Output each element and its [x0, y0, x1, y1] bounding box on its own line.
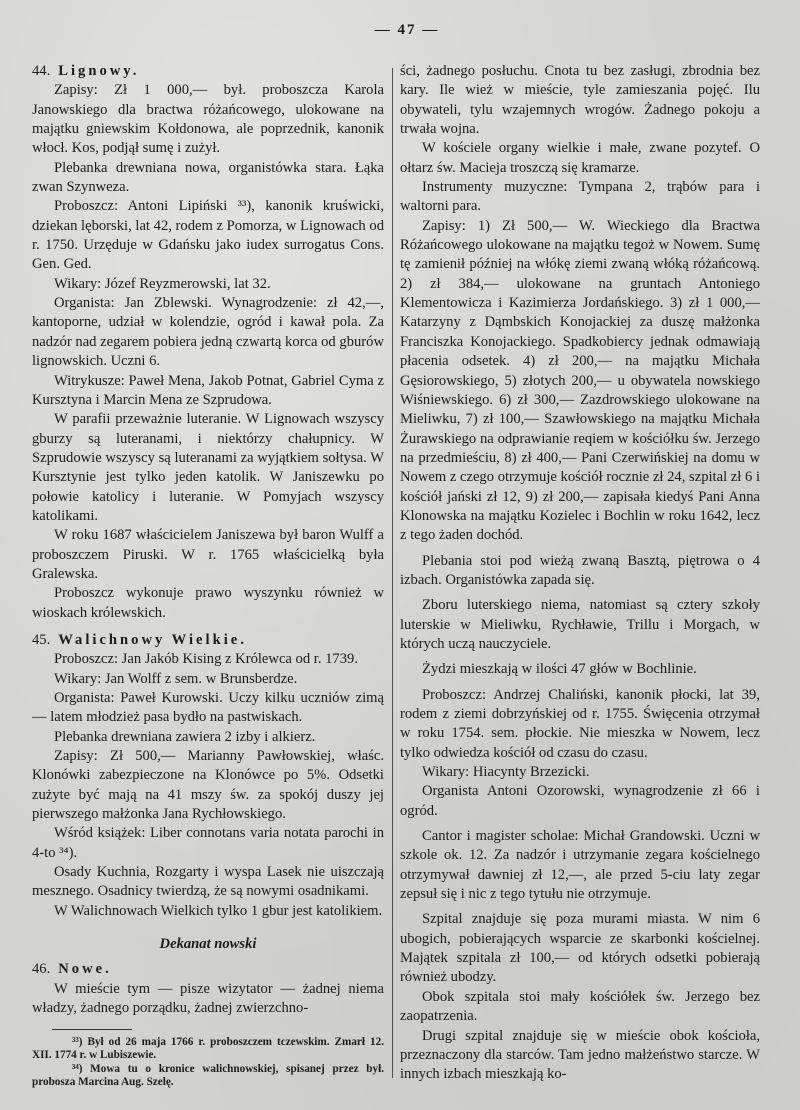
paragraph: Witrykusze: Paweł Mena, Jakob Potnat, Gabriel Cyma z Kursztyna i Marcin Mena ze Szprudowa. [32, 372, 384, 408]
paragraph: W parafii przeważnie luteranie. W Lignowach wszyscy gburzy są luteranami, i niektórzy chałupnicy. W Szprudowie wszyscy są luteranami za wyjątkiem sołtysa. W Kursztynie jest tylko jeden katolik. W Janiszewku po połowie katolicy i luteranie. W Pomyjach wszyscy katolikami. [32, 411, 384, 524]
section-heading-44 [32, 62, 384, 81]
footnote: ³³) Był od 26 maja 1766 r. proboszczem tczewskim. Zmarł 12. XII. 1774 r. w Lubiszewie. [32, 1035, 384, 1062]
paragraph: Drugi szpital znajduje się w mieście obok kościoła, przeznaczony dla starców. Tam jedno małżeństwo starcze. W innych izbach mieszkają ko- [400, 1027, 760, 1083]
paragraph: W mieście tym — pisze wizytator — żadnej niema władzy, żadnego porządku, żadnej zwierzchno- [32, 980, 384, 1017]
paragraph: Plebanka drewniana nowa, organistówka stara. Łąka zwan Szynweza. [32, 159, 384, 196]
section-title: Lignowy. [58, 63, 140, 79]
section-number: 46. [32, 961, 51, 978]
paragraph: Zapisy: Zł 1 000,— był. proboszcza Karola Janowskiego dla bractwa różańcowego, ulokowane na majątku gniewskim Kołdonowa, ale poprzednik, kanonik włocł. Kos, podjął sumę i zużył. [32, 82, 384, 157]
paragraph: W roku 1687 właścicielem Janiszewa był baron Wulff a proboszczem Piruski. W r. 1765 właścicielką była Gralewska. [32, 527, 384, 582]
page-number: — 47 — [374, 22, 440, 38]
paragraph: W Walichnowach Wielkich tylko 1 gbur jest katolikiem. [54, 902, 383, 919]
right-column [400, 62, 760, 1085]
paragraph: Proboszcz: Jan Jakób Kising z Królewca od r. 1739. [54, 651, 358, 668]
footnote-rule [52, 1029, 132, 1030]
deanery-heading: Dekanat nowski [159, 936, 257, 953]
paragraph: Proboszcz: Andrzej Chaliński, kanonik płocki, lat 39, rodem z ziemi dobrzyńskiej od r. 1755. Święcenia otrzymał w roku 1754. sem. płockie. Nie mieszka w Nowem, lecz tylko odwiedza kościół od czasu do czasu. [400, 686, 760, 761]
section-number: 45. [32, 631, 51, 648]
paragraph: Proboszcz: Antoni Lipiński ³³), kanonik kruświcki, dziekan lęborski, lat 42, rodem z Pomorza, w Lignowach od r. 1750. Urzęduje w Gdańsku jako iudex surrogatus Cons. Gen. Ged. [32, 198, 384, 273]
paragraph: Wśród książek: Liber connotans varia notata parochi in 4-to ³⁴). [32, 825, 384, 861]
paragraph: Plebania stoi pod wieżą zwaną Basztą, piętrowa o 4 izbach. Organistówka zapada się. [400, 552, 760, 588]
left-column [32, 62, 384, 1090]
footnote: ³⁴) Mowa tu o kronice walichnowskiej, spisanej przez był. probosza Marcina Aug. Szelę. [32, 1062, 384, 1089]
paragraph: Zapisy: Zł 500,— Marianny Pawłowskiej, właśc. Klonówki zabezpieczone na Klonówce po 5%. Odsetki zużyte być mają na 41 mszy św. za spokój duszy jej pierwszego małżonka Jana Rychłowskiego. [32, 748, 384, 823]
section-heading-45 [32, 631, 384, 650]
section-number: 44. [32, 63, 51, 79]
paragraph: Osady Kuchnia, Rozgarty i wyspa Lasek nie uiszczają mesznego. Osadnicy twierdzą, że są nowymi osadnikami. [32, 864, 384, 900]
section-title: Walichnowy Wielkie. [58, 631, 247, 648]
paragraph: Proboszcz wykonuje prawo wyszynku również w wioskach królewskich. [32, 585, 384, 621]
paragraph: Wikary: Hiacynty Brzezicki. [422, 764, 590, 781]
column-divider [392, 68, 393, 1078]
paragraph: Instrumenty muzyczne: Tympana 2, trąbów para i waltorni para. [400, 179, 760, 215]
paragraph: Organista: Jan Zblewski. Wynagrodzenie: zł 42,—, kantoporne, udział w kolendzie, ogród i kawał pola. Za nadzór nad zegarem pobiera jedną czwartą korca od gburów lignowskich. Uczni 6. [32, 295, 384, 370]
paragraph: Szpital znajduje się poza murami miasta. W nim 6 ubogich, pobierających wsparcie ze skarbonki kościelnej. Majątek szpitala zł 100,— od których odsetki pobierają również ubodzy. [400, 911, 760, 986]
paragraph: Obok szpitala stoi mały kościółek św. Jerzego bez zaopatrzenia. [400, 988, 760, 1025]
paragraph: Żydzi mieszkają w ilości 47 głów w Bochlinie. [422, 661, 697, 678]
paragraph: Wikary: Jan Wolff z sem. w Brunsberdze. [54, 670, 298, 687]
paragraph: Zboru luterskiego niema, natomiast są cztery szkoły luterskie w Mieliwku, Rychławie, Trillu i Morgach, w których uczą nauczyciele. [400, 597, 760, 652]
paragraph: ści, żadnego posłuchu. Cnota tu bez zasługi, zbrodnia bez kary. Ile wież w mieście, tyle zamieszania pojęć. Ilu obywateli, tylu wzajemnych wrogów. Żadnego pokoju a trwała wojna. [400, 63, 760, 138]
paragraph: W kościele organy wielkie i małe, zwane pozytef. O ołtarz św. Macieja troszczą się kramarze. [400, 140, 760, 176]
paragraph: Plebanka drewniana zawiera 2 izby i alkierz. [54, 728, 316, 745]
paragraph: Organista: Paweł Kurowski. Uczy kilku uczniów zimą — latem młodzież pasa bydło na pastwiskach. [32, 690, 384, 726]
paragraph: Zapisy: 1) Zł 500,— W. Wieckiego dla Bractwa Różańcowego ulokowane na majątku tegoż w Nowem. Sumę tę zamienił później na włókę ziemi zwaną włóką różańcową. 2) zł 384,— ulokowane na gruntach Antoniego Klementowicza i Kazimierza Jordańskiego. 3) zł 1 000,— Katarzyny z Dąmbskich Konojackiej za duszę małżonka Franciszka Konojackiego. Spadkobiercy jednak odmawiają płacenia odsetek. 4) zł 200,— na majątku Michała Gęsiorowskiego, 5) złotych 200,— u obywatela nowskiego Wiśniewskiego. 6) zł 300,— Zazdrowskiego ulokowane na Mieliwku, 7) zł 100,— Szawłowskiego na majątku Michała Żurawskiego na odprawianie reqiem w kościółku św. Jerzego na przedmieściu, 8) zł 400,— Pani Czerwińskiej na domu w Nowem z czego otrzymuje kościół rocznie zł 24, szpital zł 6 i kościół jański zł 12, 9) zł 200,— zapisała kiedyś Pani Anna Klonowska na majątku Kozielec i Bochlin w roku 1642, lecz z tego żaden dochód. [400, 217, 760, 544]
section-heading-46 [32, 960, 384, 979]
paragraph: Wikary: Józef Reyzmerowski, lat 32. [54, 275, 271, 292]
paragraph: Organista Antoni Ozorowski, wynagrodzenie zł 66 i ogród. [400, 783, 760, 819]
section-title: Nowe. [58, 961, 112, 978]
paragraph: Cantor i magister scholae: Michał Grandowski. Uczni w szkole ok. 12. Za nadzór i utrzymanie zegara kościelnego otrzymywał dawniej zł 12,—, ale przed 5-ciu laty zegar zepsuł się i nic z tego tytułu nie otrzymuje. [400, 828, 760, 903]
